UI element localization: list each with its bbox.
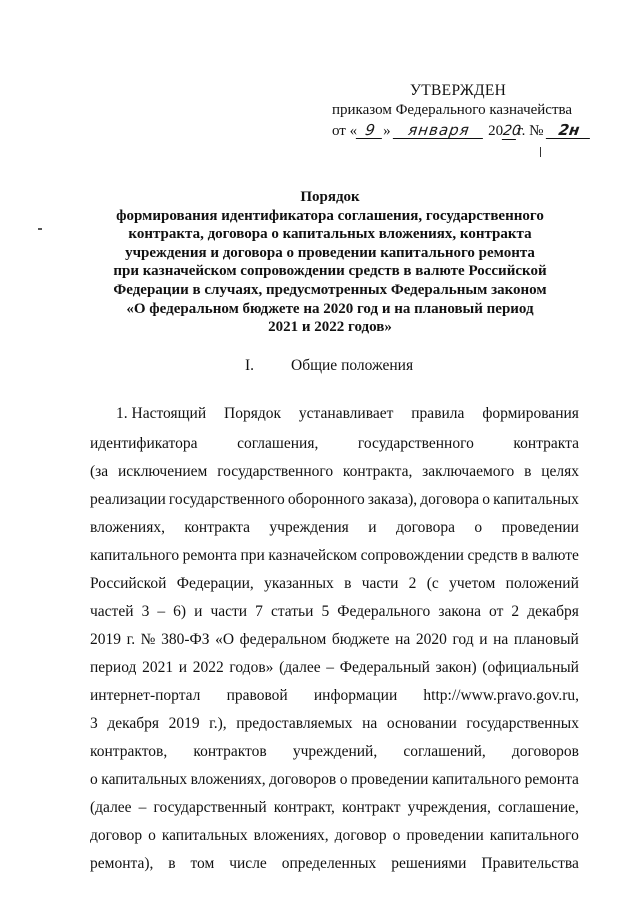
body-word: период xyxy=(90,659,137,676)
body-word: в xyxy=(524,463,532,480)
body-word: государственный xyxy=(153,799,267,816)
body-word: закона xyxy=(438,603,481,620)
title-line: формирования идентификатора соглашения, государственного xyxy=(116,207,544,224)
body-word: и xyxy=(178,659,188,676)
body-word: договора xyxy=(396,519,455,536)
body-word: (далее xyxy=(279,659,321,676)
body-word: от xyxy=(489,603,504,620)
body-line xyxy=(90,855,579,873)
approval-date-line xyxy=(332,122,591,146)
body-word: – xyxy=(326,659,335,676)
body-word: о xyxy=(474,519,483,536)
body-word: 1. Настоящий xyxy=(116,405,207,422)
body-word: контракта xyxy=(184,519,250,536)
body-line xyxy=(90,491,579,509)
body-line xyxy=(90,519,579,537)
body-line xyxy=(90,715,579,733)
body-word: 3 xyxy=(90,715,98,732)
body-word: год xyxy=(452,631,474,648)
body-word: капитальных xyxy=(493,491,579,508)
handwritten-day: 9 xyxy=(356,122,384,139)
body-line xyxy=(90,463,579,481)
body-word: и xyxy=(194,603,203,620)
body-word: 2 xyxy=(408,575,417,592)
body-word: вложениях, xyxy=(190,771,266,788)
body-word: 5 xyxy=(321,603,330,620)
year-end: г. № xyxy=(517,123,544,139)
body-word: государственного xyxy=(357,435,474,452)
body-word: идентификатора xyxy=(90,435,198,452)
body-word: капитального xyxy=(431,771,522,788)
body-word: договор xyxy=(334,827,387,844)
body-word: о xyxy=(339,771,348,788)
body-word: 2 xyxy=(511,603,520,620)
body-word: (официальный xyxy=(482,659,579,676)
body-word: контрактов xyxy=(193,743,267,760)
body-line xyxy=(116,405,579,423)
body-word: Российской xyxy=(90,575,167,592)
body-word: 380-ФЗ xyxy=(161,631,210,648)
body-word: предоставляемых xyxy=(236,715,353,732)
body-word: и xyxy=(368,519,377,536)
body-word: договор xyxy=(90,827,143,844)
body-word: статьи xyxy=(270,603,314,620)
body-word: определенных xyxy=(281,855,377,872)
body-word: контракт, xyxy=(273,799,335,816)
body-word: капитального xyxy=(90,547,180,564)
body-word: декабря xyxy=(107,715,160,732)
date-mid: » xyxy=(383,123,391,139)
body-word: соглашения, xyxy=(237,435,319,452)
body-word: при xyxy=(240,547,265,564)
body-word: оборонного xyxy=(287,491,365,508)
approval-order-line: приказом Федерального казначейства xyxy=(332,102,573,118)
body-word: федеральном xyxy=(239,631,327,648)
title-line: при казначейском сопровождении средств в валюте Российской xyxy=(113,263,547,280)
body-word: капитального xyxy=(489,827,579,844)
body-word: ремонта xyxy=(524,771,579,788)
body-word: государственного xyxy=(168,491,285,508)
body-word: основании xyxy=(386,715,457,732)
body-line xyxy=(90,575,579,593)
body-word: интернет-портал xyxy=(90,687,201,704)
body-word: в xyxy=(168,855,176,872)
body-word: (далее xyxy=(90,799,132,816)
title-line: Порядок xyxy=(300,189,360,205)
document-title xyxy=(80,188,580,337)
body-word: реализации xyxy=(90,491,166,508)
body-word: о xyxy=(482,491,491,508)
body-word: соглашение, xyxy=(497,799,579,816)
body-word: 7 xyxy=(255,603,263,620)
approval-heading: УТВЕРЖДЕН xyxy=(410,82,507,99)
body-word: договора xyxy=(420,491,480,508)
body-word: части xyxy=(361,575,399,592)
body-word: числе xyxy=(229,855,267,872)
body-word: контракта, xyxy=(342,463,413,480)
body-word: положений xyxy=(505,575,579,592)
body-word: (с xyxy=(426,575,439,592)
body-word: проведении xyxy=(351,771,429,788)
body-word: 6) xyxy=(173,603,187,620)
body-word: 2019 xyxy=(168,715,200,732)
body-word: «О xyxy=(215,631,235,648)
section-name: Общие положения xyxy=(291,357,414,374)
body-word: формирования xyxy=(482,405,579,422)
body-line xyxy=(90,799,579,817)
body-word: указанных xyxy=(264,575,334,592)
body-word: ремонта), xyxy=(90,855,154,872)
body-word: Федерального xyxy=(337,603,431,620)
body-word: вложениях, xyxy=(90,519,165,536)
body-word: исключением xyxy=(117,463,208,480)
body-word: – xyxy=(138,799,147,816)
body-word: 2021 xyxy=(142,659,174,676)
body-word: (за xyxy=(90,463,109,480)
body-word: государственного xyxy=(217,463,334,480)
body-word: 2020 xyxy=(415,631,447,648)
body-word: http://www.pravo.gov.ru, xyxy=(423,687,579,704)
body-line xyxy=(90,827,579,845)
body-line xyxy=(90,687,579,705)
body-word: на xyxy=(493,631,509,648)
body-word: г. xyxy=(126,631,136,648)
body-word: проведении xyxy=(501,519,579,536)
body-word: № xyxy=(140,631,156,648)
title-line: «О федеральном бюджете на 2020 год и на плановый период xyxy=(126,300,534,317)
body-line xyxy=(90,659,579,677)
body-word: бюджете xyxy=(331,631,390,648)
body-word: решениями xyxy=(391,855,467,872)
title-line: контракта, договора о капитальных вложениях, контракта xyxy=(128,226,532,243)
body-word: целях xyxy=(541,463,579,480)
section-number: I. xyxy=(245,357,255,374)
body-word: валюте xyxy=(532,547,579,564)
body-word: закон) xyxy=(435,659,477,676)
handwritten-year: 20 xyxy=(502,123,523,139)
body-word: Федеральный xyxy=(339,659,430,676)
body-line xyxy=(90,771,579,789)
body-word: правовой xyxy=(226,687,288,704)
body-word: части xyxy=(210,603,248,620)
body-word: плановый xyxy=(513,631,579,648)
body-word: декабря xyxy=(527,603,579,620)
body-word: и xyxy=(479,631,488,648)
date-prefix: от « xyxy=(332,123,358,139)
body-word: учреждений, xyxy=(292,743,378,760)
body-line xyxy=(90,603,579,621)
body-word: ремонта xyxy=(182,547,237,564)
body-word: учетом xyxy=(449,575,496,592)
body-word: учреждения, xyxy=(407,799,491,816)
body-word: учреждения xyxy=(269,519,349,536)
body-word: о xyxy=(90,771,98,788)
title-line: учреждения и договора о проведении капитального ремонта xyxy=(125,244,535,261)
body-word: сопровождении xyxy=(360,547,464,564)
year-prefix: 20 xyxy=(488,123,504,139)
body-word: контракт xyxy=(342,799,401,816)
body-line xyxy=(90,435,579,453)
body-word: государственных xyxy=(466,715,579,732)
body-word: Федерации, xyxy=(176,575,254,592)
body-line xyxy=(90,547,579,565)
body-word: г.), xyxy=(209,715,227,732)
handwritten-month: января xyxy=(393,122,485,139)
body-word: проведении xyxy=(406,827,484,844)
body-word: соглашений, xyxy=(403,743,486,760)
body-word: информации xyxy=(313,687,398,704)
body-word: на xyxy=(395,631,411,648)
body-word: казначейском xyxy=(268,547,358,564)
body-word: контрактов, xyxy=(90,743,168,760)
body-word: 3 xyxy=(141,603,150,620)
body-word: заказа), xyxy=(367,491,418,508)
body-word: том xyxy=(190,855,215,872)
body-word: вложениях, xyxy=(253,827,329,844)
body-word: 2019 xyxy=(90,631,121,648)
body-word: 2022 xyxy=(192,659,224,676)
body-word: в xyxy=(521,547,529,564)
body-word: – xyxy=(157,603,166,620)
body-word: договоров xyxy=(269,771,337,788)
body-word: Правительства xyxy=(481,855,579,872)
body-word: устанавливает xyxy=(298,405,394,422)
body-word: годов» xyxy=(229,659,274,676)
body-word: контракта xyxy=(513,435,579,452)
body-word: правила xyxy=(411,405,465,422)
title-line: Федерации в случаях, предусмотренных Федеральным законом xyxy=(113,281,547,298)
signature-tick xyxy=(540,147,541,157)
body-word: Порядок xyxy=(224,405,282,422)
body-word: о xyxy=(148,827,156,844)
body-word: договоров xyxy=(511,743,579,760)
body-word: частей xyxy=(90,603,134,620)
body-line xyxy=(90,743,579,761)
body-word: в xyxy=(344,575,352,592)
body-word: о xyxy=(392,827,401,844)
body-word: капитальных xyxy=(161,827,248,844)
title-line: 2021 и 2022 годов» xyxy=(268,319,392,336)
body-line xyxy=(90,631,579,649)
body-word: капитальных xyxy=(101,771,188,788)
margin-mark xyxy=(38,228,42,230)
body-word: средств xyxy=(467,547,518,564)
body-word: на xyxy=(362,715,378,732)
body-word: заключаемого xyxy=(422,463,515,480)
handwritten-number: 2н xyxy=(546,122,592,139)
